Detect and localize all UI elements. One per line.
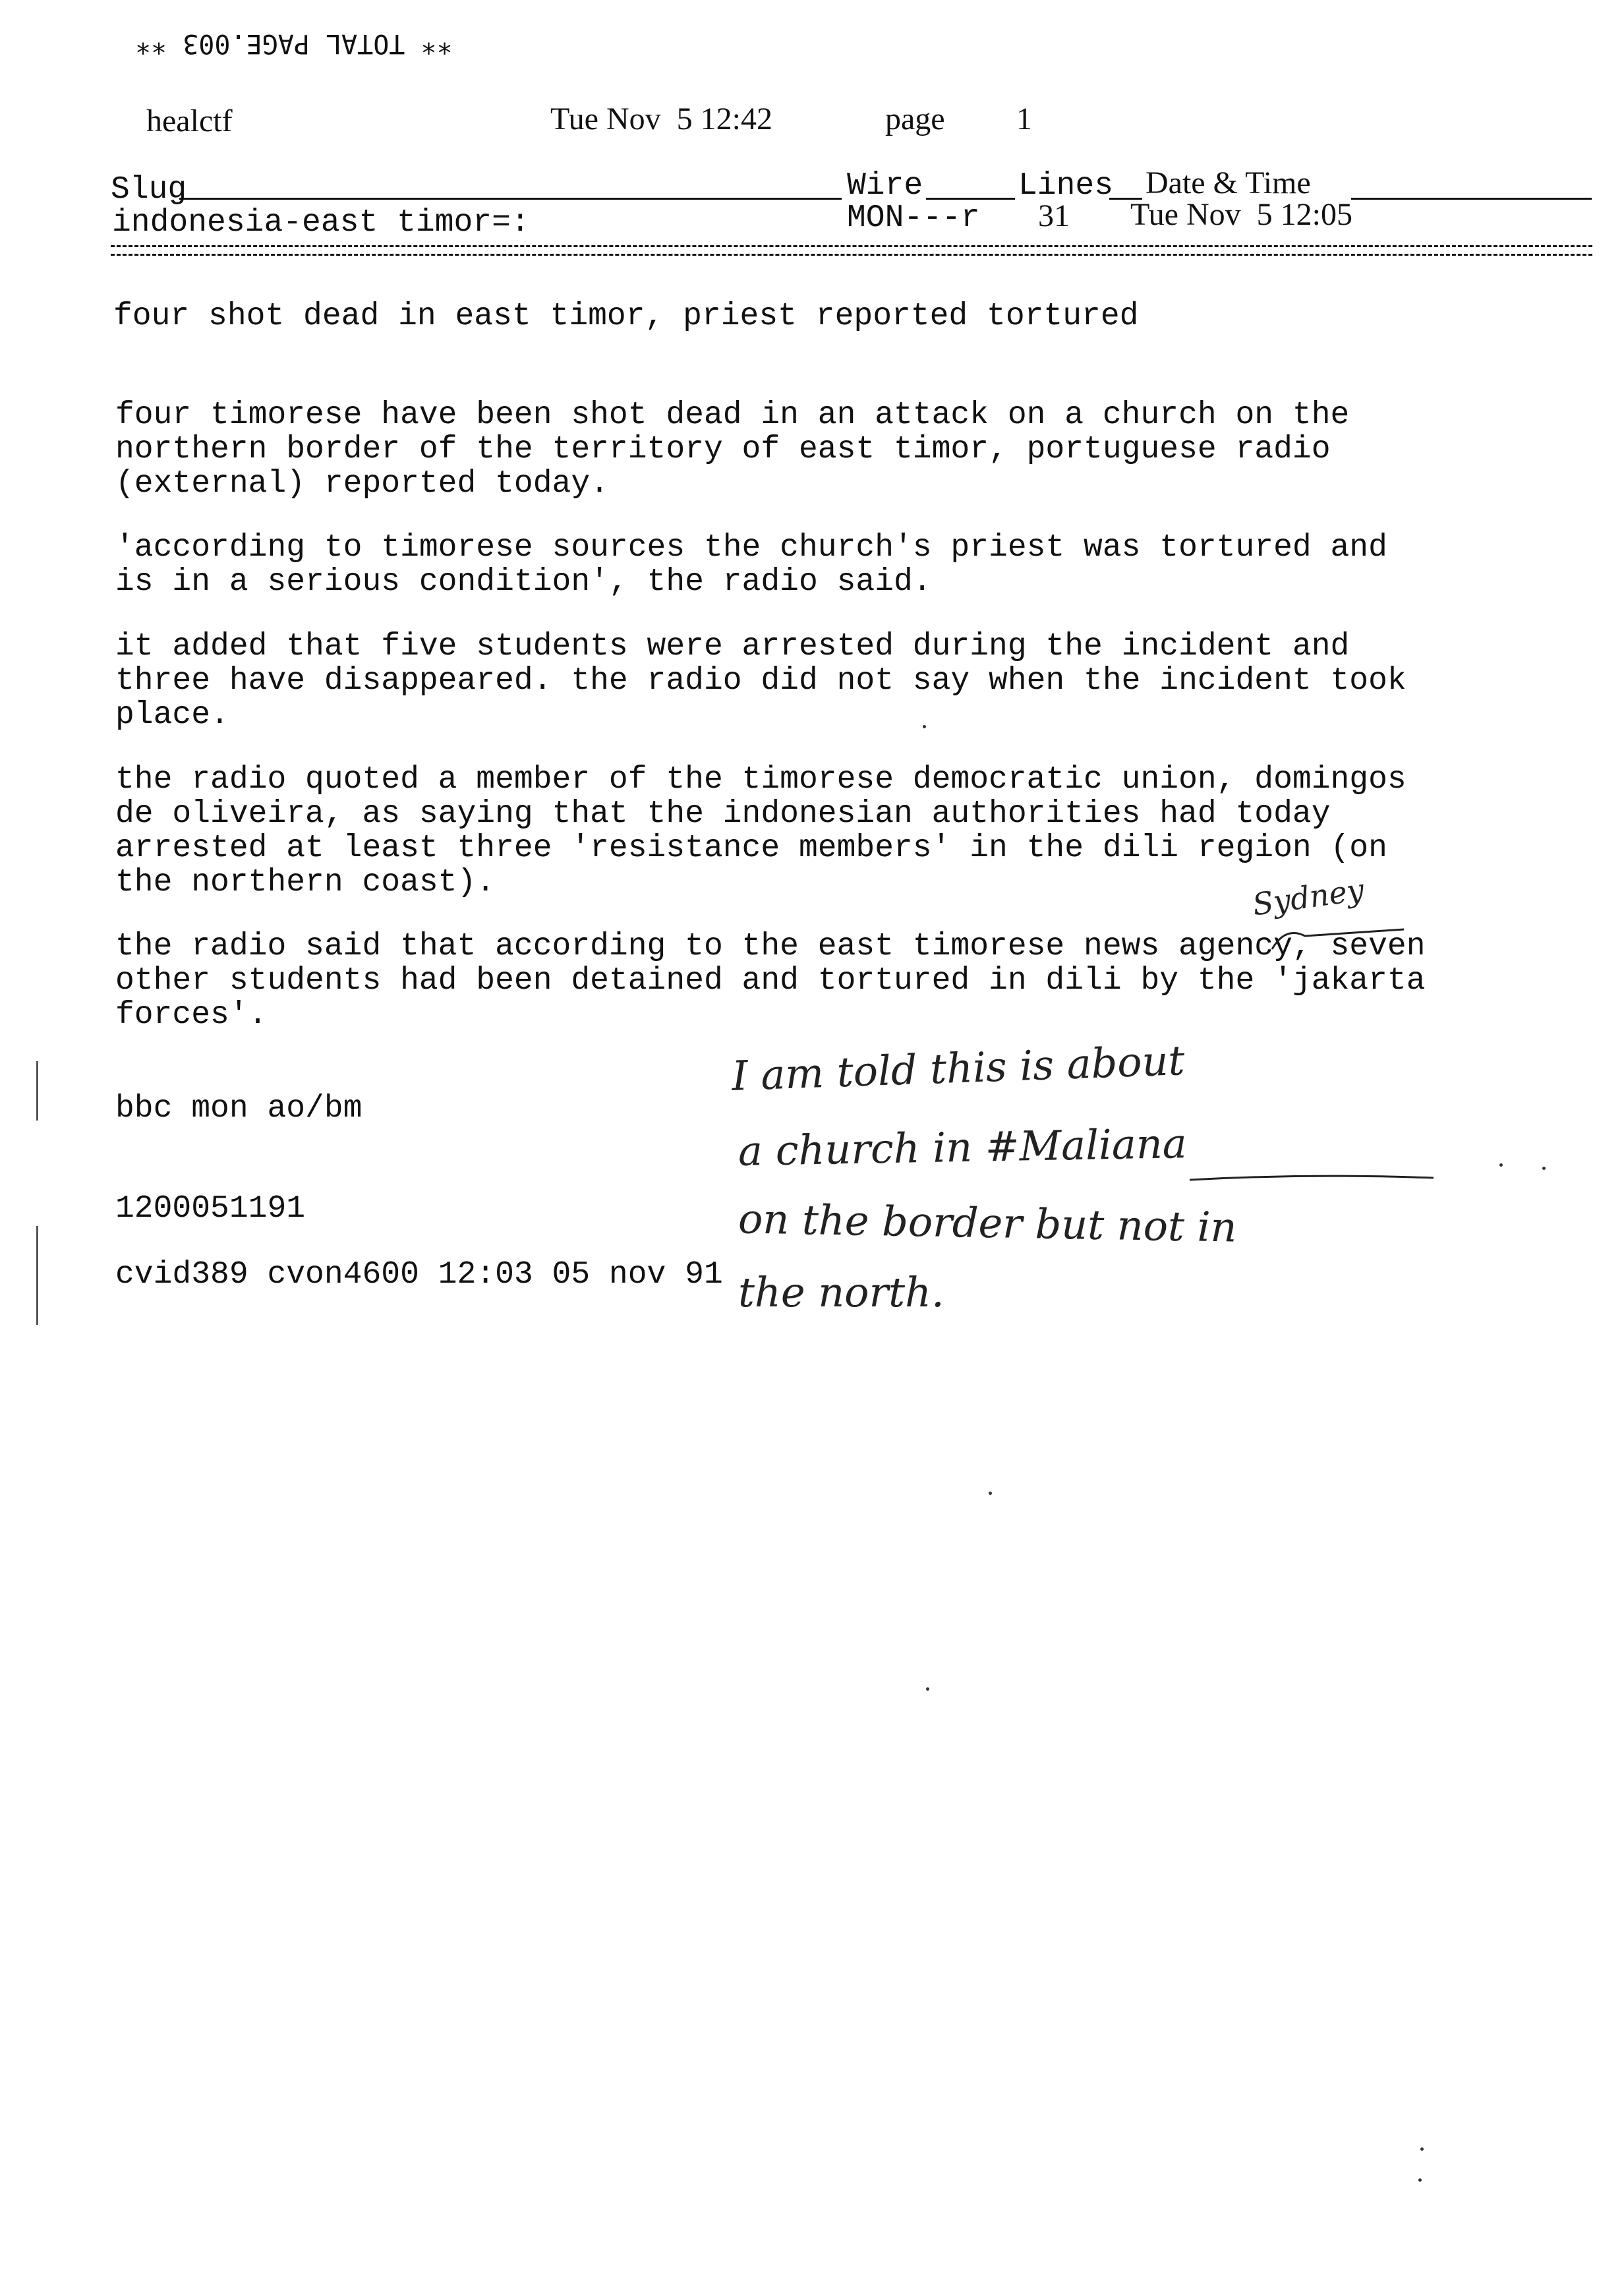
handwritten-note-line-3: on the border but not in — [738, 1194, 1238, 1252]
left-margin-mark — [36, 1226, 38, 1325]
underline-maliana — [1186, 1170, 1437, 1190]
fax-total-page-header: ** TOTAL PAGE.003 ** — [135, 28, 453, 59]
wire-value: MON---r — [847, 200, 980, 236]
paragraph-1: four timorese have been shot dead in an attack on a church on the northern border of the territory of east timor, portuguese radio (external) reported today. — [115, 397, 1350, 502]
scan-speck — [1499, 1163, 1503, 1167]
handwritten-note-line-2: a church in #Maliana — [738, 1119, 1188, 1175]
scan-speck — [926, 1687, 929, 1691]
col-lines-label: Lines — [1018, 168, 1114, 204]
strike-through-mark — [1265, 913, 1410, 959]
paragraph-2: 'according to timorese sources the church's priest was tortured and is in a serious condition', the radio said. — [115, 530, 1387, 600]
date-underline — [1351, 198, 1592, 200]
headline: four shot dead in east timor, priest reported tortured — [113, 299, 1139, 334]
scan-speck — [1420, 2147, 1424, 2151]
slug-underline — [179, 198, 842, 200]
col-date-time-label: Date & Time — [1146, 165, 1311, 200]
scan-speck — [1418, 2178, 1422, 2182]
scan-speck — [989, 1492, 992, 1495]
station-code: healctf — [146, 103, 233, 138]
print-date-time: Tue Nov 5 12:42 — [550, 102, 772, 136]
paragraph-5: the radio said that according to the east timorese news agency, seven other students had been detained and tortured in dili by the 'jakarta forces'. — [115, 929, 1426, 1033]
handwritten-note-line-4: the north. — [738, 1268, 944, 1316]
col-wire-label: Wire — [847, 168, 923, 204]
date-time-value: Tue Nov 5 12:05 — [1130, 197, 1352, 232]
source-line: bbc mon ao/bm — [115, 1091, 362, 1126]
handwritten-note-line-1: I am told this is about — [730, 1036, 1186, 1100]
page-number: 1 — [1016, 102, 1032, 136]
slug-value: indonesia-east timor=: — [112, 205, 530, 241]
paragraph-3: it added that five students were arrested during the incident and three have disappeared. the radio did not say when the incident took place. — [115, 629, 1406, 733]
left-margin-mark — [36, 1061, 38, 1121]
document-id: 1200051191 — [115, 1191, 306, 1227]
paragraph-4: the radio quoted a member of the timorese democratic union, domingos de oliveira, as saying that the indonesian authorities had today arrested at least three 'resistance members' in the dili region (on the northern coast). — [115, 762, 1406, 900]
handwritten-insert-sydney: Sydney — [1250, 871, 1366, 923]
col-slug-label: Slug — [111, 172, 187, 208]
scan-speck — [1542, 1167, 1546, 1170]
wire-underline — [926, 198, 1015, 200]
double-separator — [111, 245, 1592, 256]
cvid-line: cvid389 cvon4600 12:03 05 nov 91 — [115, 1257, 723, 1293]
lines-value: 31 — [1038, 198, 1070, 233]
scan-speck — [923, 725, 926, 728]
page-label: page — [885, 102, 945, 136]
